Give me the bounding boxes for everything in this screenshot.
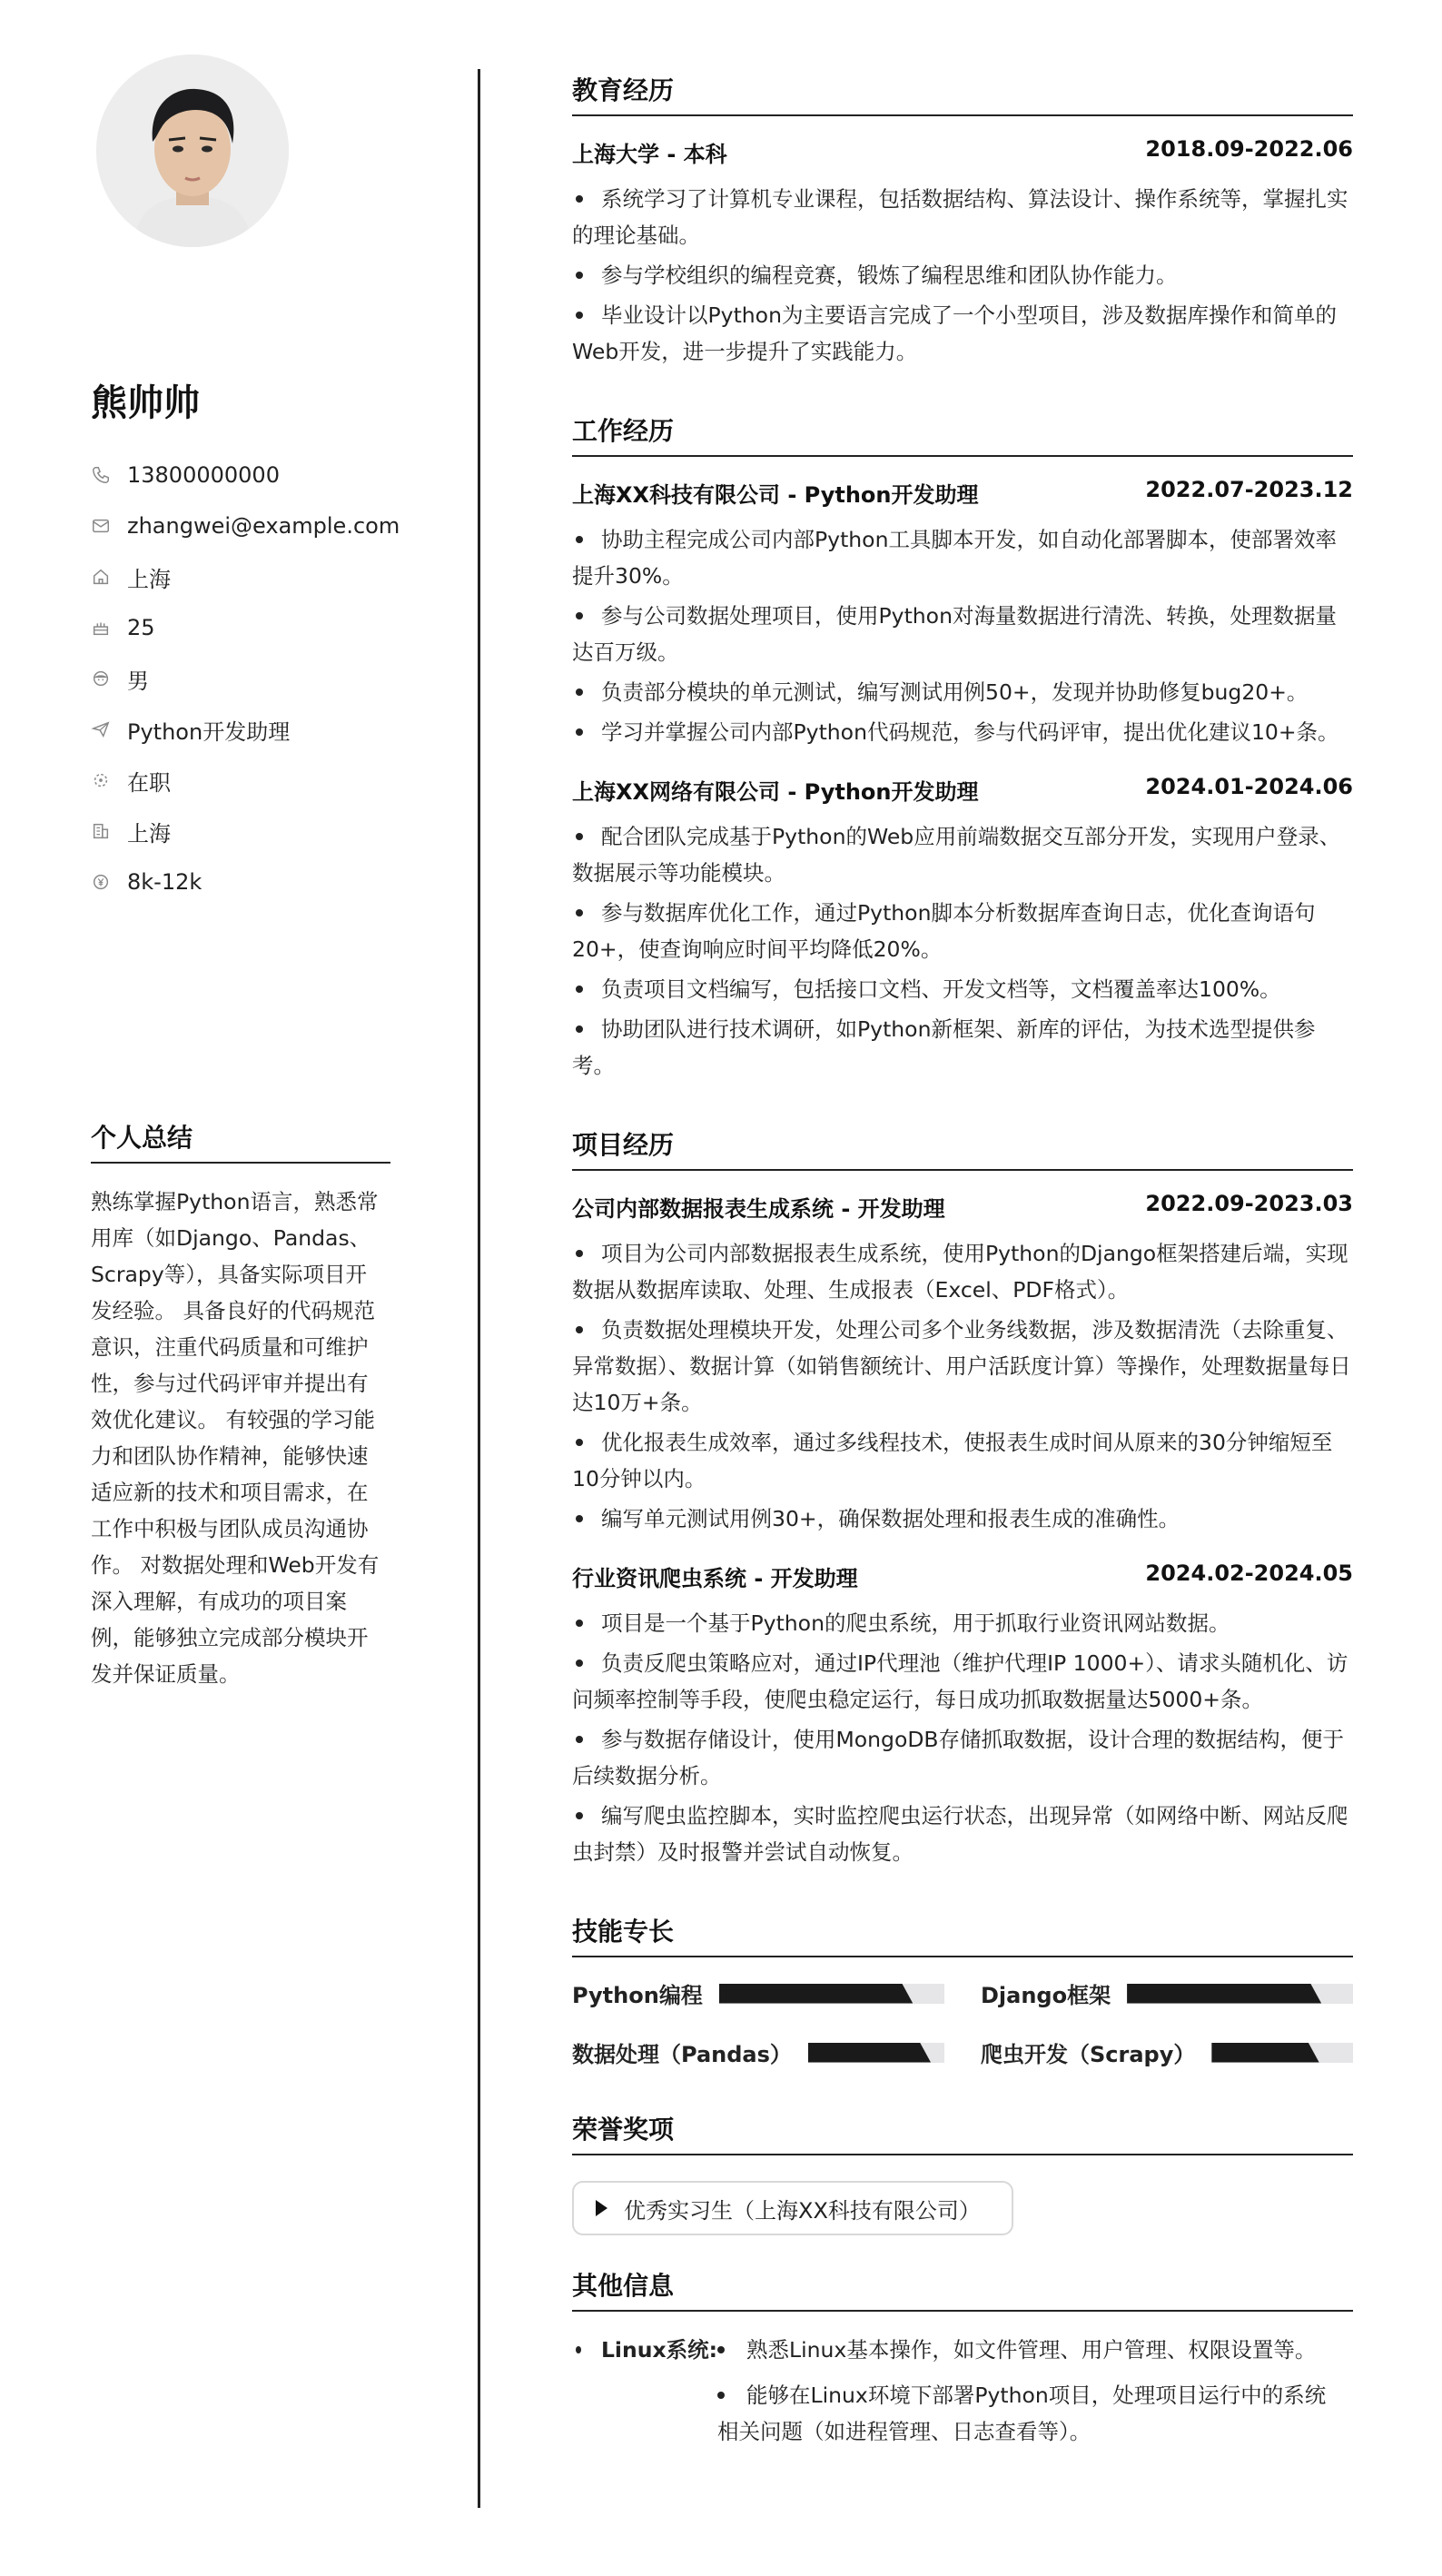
profile-name: 熊帅帅	[91, 382, 200, 424]
info-salary	[91, 857, 390, 907]
info-city	[91, 551, 390, 602]
skill-bar	[1211, 2043, 1353, 2063]
skill-name: Python编程	[572, 1983, 703, 2008]
summary-text: 熟练掌握Python语言，熟悉常用库（如Django、Pandas、Scrapy等），具备实际项目开发经验。 具备良好的代码规范意识，注重代码质量和可维护性，参与过代码评审并提出有效优化建议。 有较强的学习能力和团队协作精神，能够快速适应新的技术和项目需求，在工作中积极与团队成员沟通协作。 对数据处理和Web开发有深入理解，有成功的项目案例，能够独立完成部分模块开发并保证质量。	[91, 1189, 380, 1687]
award-toggle[interactable]	[572, 2181, 1013, 2235]
entry-date: 2022.07-2023.12	[1145, 477, 1353, 502]
avatar	[96, 54, 289, 247]
entry-name: 上海XX科技有限公司 - Python开发助理	[572, 482, 979, 508]
info-age	[91, 602, 390, 653]
position-text: Python开发助理	[127, 718, 291, 745]
phone-text: 13800000000	[127, 462, 280, 488]
list-item: 参与公司数据处理项目，使用Python对海量数据进行清洗、转换，处理数据量达百万级。	[572, 598, 1353, 670]
honors-title: 荣誉奖项	[572, 2110, 1353, 2155]
list-item: 能够在Linux环境下部署Python项目，处理项目运行中的系统相关问题（如进程管理、日志查看等）。	[717, 2377, 1335, 2450]
salary-text: 8k-12k	[127, 869, 202, 895]
coin-icon	[91, 872, 111, 892]
projects-title: 项目经历	[572, 1125, 1353, 1171]
list-item: 参与学校组织的编程竞赛，锻炼了编程思维和团队协作能力。	[572, 257, 1353, 293]
entry-name: 上海XX网络有限公司 - Python开发助理	[572, 779, 979, 805]
send-icon	[91, 719, 111, 739]
list-item: 编写爬虫监控脚本，实时监控爬虫运行状态，出现异常（如网络中断、网站反爬虫封禁）及时报警并尝试自动恢复。	[572, 1798, 1353, 1870]
other-section	[572, 2266, 1353, 2459]
phone-icon	[91, 465, 111, 485]
list-item: 协助主程完成公司内部Python工具脚本开发，如自动化部署脚本，使部署效率提升30%。	[572, 521, 1353, 594]
list-item: 系统学习了计算机专业课程，包括数据结构、算法设计、操作系统等，掌握扎实的理论基础。	[572, 181, 1353, 253]
skill-name: 爬虫开发（Scrapy）	[981, 2042, 1196, 2067]
list-item: 协助团队进行技术调研，如Python新框架、新库的评估，为技术选型提供参考。	[572, 1011, 1353, 1084]
main-content	[572, 71, 1353, 2501]
list-item: 负责项目文档编写，包括接口文档、开发文档等，文档覆盖率达100%。	[572, 971, 1353, 1007]
project-entry	[572, 1560, 1353, 1870]
entry-date: 2024.01-2024.06	[1145, 774, 1353, 799]
entry-name: 行业资讯爬虫系统 - 开发助理	[572, 1566, 858, 1591]
project-entry	[572, 1191, 1353, 1537]
work-section	[572, 411, 1353, 1084]
education-title: 教育经历	[572, 71, 1353, 116]
skills-section	[572, 1912, 1353, 2068]
list-item: 学习并掌握公司内部Python代码规范，参与代码评审，提出优化建议10+条。	[572, 714, 1353, 750]
email-text: zhangwei@example.com	[127, 513, 400, 539]
skill-item	[981, 1977, 1353, 2009]
skill-bar-fill	[808, 2043, 931, 2063]
entry-date: 2022.09-2023.03	[1145, 1191, 1353, 1216]
list-item: 项目是一个基于Python的爬虫系统，用于抓取行业资讯网站数据。	[572, 1605, 1353, 1641]
info-position	[91, 704, 390, 755]
info-work-city	[91, 806, 390, 857]
award-text: 优秀实习生（上海XX科技有限公司）	[624, 2197, 981, 2224]
sidebar	[91, 54, 400, 1692]
skill-bar-fill	[719, 1984, 913, 2004]
vertical-divider	[478, 69, 480, 2508]
list-item: 配合团队完成基于Python的Web应用前端数据交互部分开发，实现用户登录、数据展示等功能模块。	[572, 818, 1353, 891]
skill-bar-fill	[1127, 1984, 1321, 2004]
list-item: 编写单元测试用例30+，确保数据处理和报表生成的准确性。	[572, 1501, 1353, 1537]
projects-section	[572, 1125, 1353, 1870]
entry-date: 2024.02-2024.05	[1145, 1560, 1353, 1586]
mail-icon	[91, 516, 111, 536]
list-item: 负责反爬虫策略应对，通过IP代理池（维护代理IP 1000+）、请求头随机化、访问频率控制等手段，使爬虫稳定运行，每日成功抓取数据量达5000+条。	[572, 1645, 1353, 1718]
honors-section	[572, 2110, 1353, 2235]
list-item: 参与数据库优化工作，通过Python脚本分析数据库查询日志，优化查询语句20+，使查询响应时间平均降低20%。	[572, 895, 1353, 967]
skill-item	[572, 1977, 944, 2009]
list-item: 参与数据存储设计，使用MongoDB存储抓取数据，设计合理的数据结构，便于后续数据分析。	[572, 1721, 1353, 1794]
skill-bar	[719, 1984, 944, 2004]
skill-bar	[808, 2043, 944, 2063]
work-entry	[572, 774, 1353, 1084]
skill-bar	[1127, 1984, 1353, 2004]
list-item: 熟悉Linux基本操作，如文件管理、用户管理、权限设置等。	[717, 2332, 1335, 2368]
person-icon	[91, 669, 111, 689]
other-label: Linux系统:	[572, 2332, 717, 2459]
list-item: 负责部分模块的单元测试，编写测试用例50+，发现并协助修复bug20+。	[572, 674, 1353, 710]
work-city-text: 上海	[127, 820, 171, 847]
summary-title: 个人总结	[91, 1118, 390, 1164]
skill-name: Django框架	[981, 1983, 1111, 2008]
cake-icon	[91, 618, 111, 638]
play-triangle-icon	[596, 2200, 607, 2216]
spinner-icon	[91, 770, 111, 790]
building-icon	[91, 821, 111, 841]
entry-name: 上海大学 - 本科	[572, 142, 727, 167]
list-item: 项目为公司内部数据报表生成系统，使用Python的Django框架搭建后端，实现数据从数据库读取、处理、生成报表（Excel、PDF格式）。	[572, 1235, 1353, 1308]
info-phone	[91, 450, 390, 500]
info-gender	[91, 653, 390, 704]
list-item: 毕业设计以Python为主要语言完成了一个小型项目，涉及数据库操作和简单的Web开发，进一步提升了实践能力。	[572, 297, 1353, 370]
work-entry	[572, 477, 1353, 750]
list-item: 优化报表生成效率，通过多线程技术，使报表生成时间从原来的30分钟缩短至10分钟以内。	[572, 1424, 1353, 1497]
gender-text: 男	[127, 668, 149, 694]
other-title: 其他信息	[572, 2266, 1353, 2312]
education-section	[572, 71, 1353, 370]
other-item	[572, 2332, 1353, 2459]
age-text: 25	[127, 615, 155, 640]
skills-title: 技能专长	[572, 1912, 1353, 1957]
list-item: 负责数据处理模块开发，处理公司多个业务线数据，涉及数据清洗（去除重复、异常数据）、数据计算（如销售额统计、用户活跃度计算）等操作，处理数据量每日达10万+条。	[572, 1312, 1353, 1421]
skill-item	[981, 2036, 1353, 2068]
work-title: 工作经历	[572, 411, 1353, 457]
home-icon	[91, 567, 111, 587]
city-text: 上海	[127, 566, 171, 592]
skill-bar-fill	[1211, 2043, 1319, 2063]
summary-section	[91, 1118, 390, 1692]
status-text: 在职	[127, 769, 171, 796]
entry-date: 2018.09-2022.06	[1145, 136, 1353, 162]
info-email	[91, 500, 400, 551]
skill-item	[572, 2036, 944, 2068]
info-status	[91, 755, 390, 806]
skill-name: 数据处理（Pandas）	[572, 2042, 792, 2067]
entry-name: 公司内部数据报表生成系统 - 开发助理	[572, 1196, 945, 1222]
education-entry	[572, 136, 1353, 370]
